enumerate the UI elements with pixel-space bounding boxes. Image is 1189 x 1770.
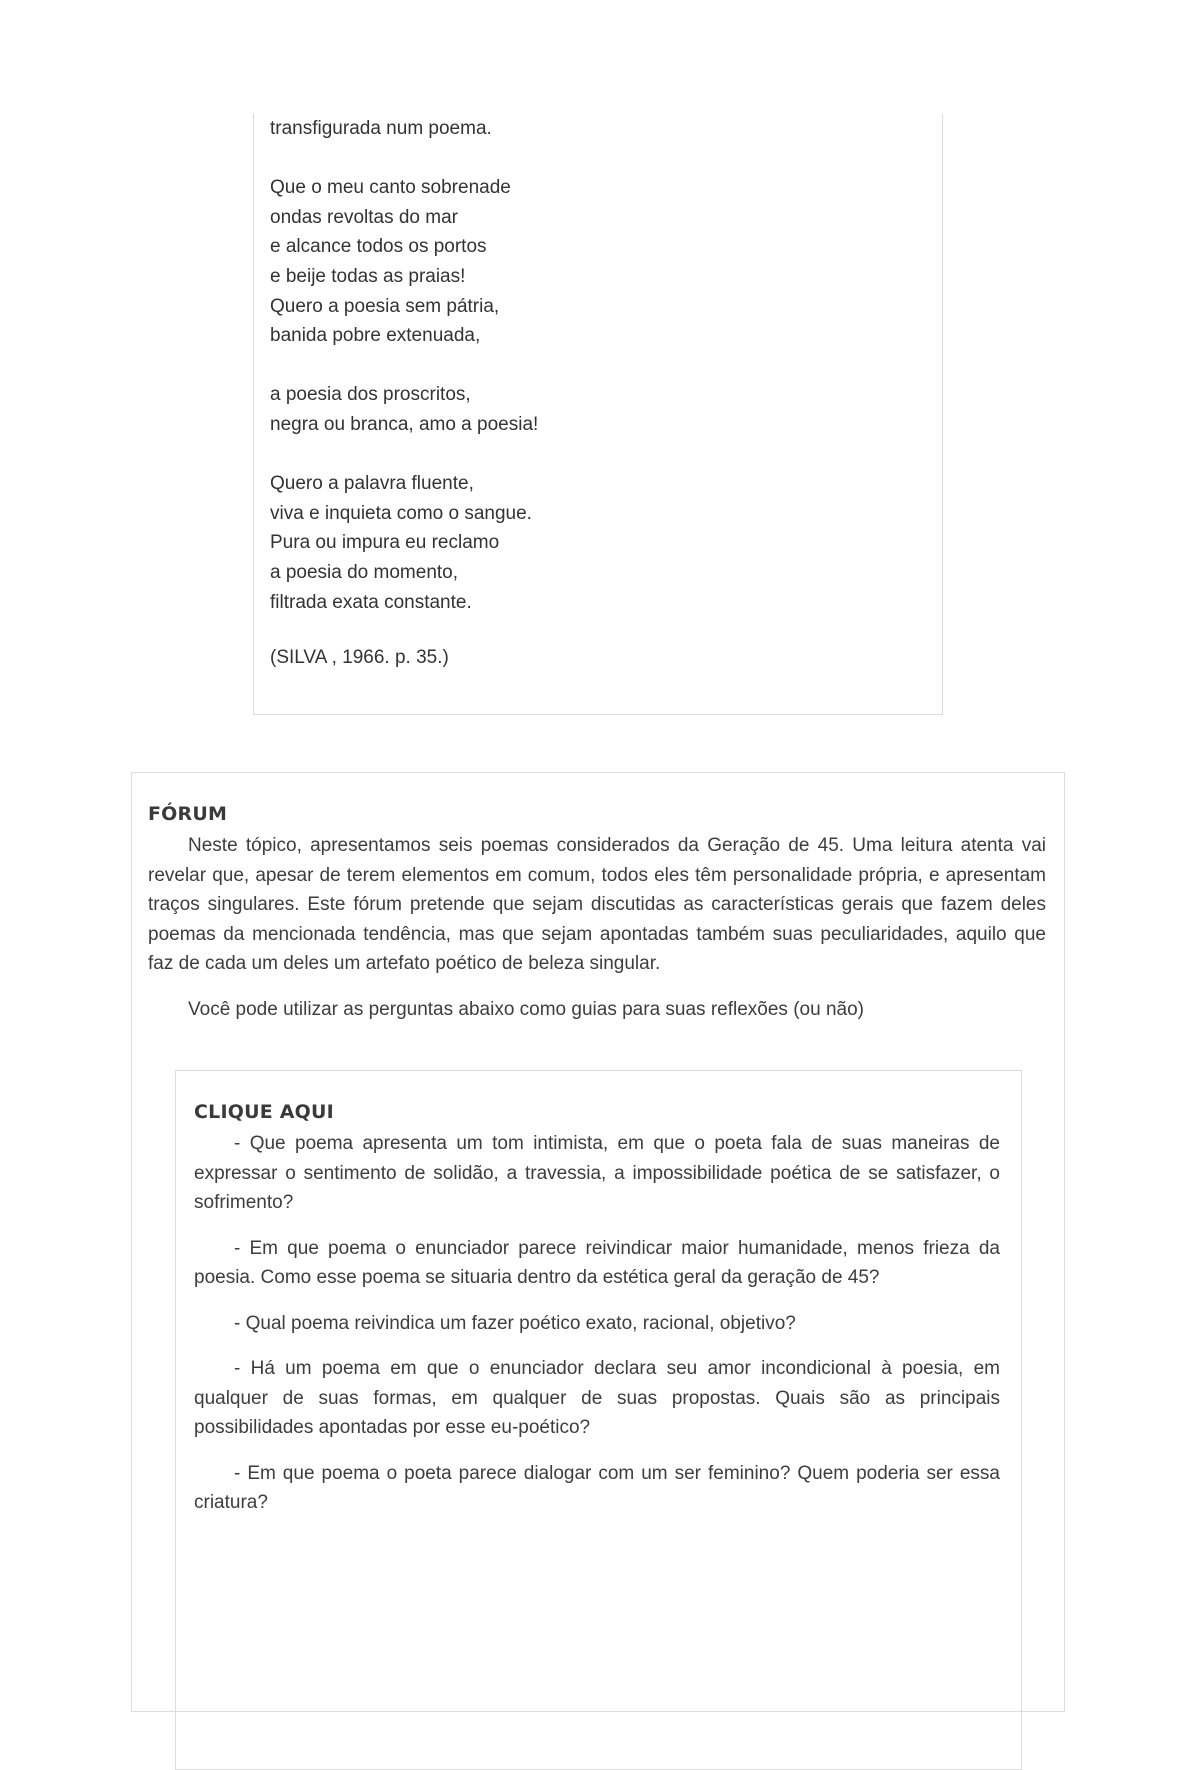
click-here-box[interactable] <box>175 1070 1022 1770</box>
question-item: - Qual poema reivindica um fazer poético exato, racional, objetivo? <box>234 1312 796 1334</box>
poem-line: Pura ou impura eu reclamo <box>270 532 500 554</box>
forum-paragraph: Neste tópico, apresentamos seis poemas considerados da Geração de 45. Uma leitura atenta vai revelar que, apesar de terem elementos em comum, todos eles têm personalidade própria, e apresentam traços singulares. Este fórum pretende que sejam discutidas as características gerais que fazem deles poemas da mencionada tendência, mas que sejam apontadas também suas peculiaridades, aquilo que faz de cada um deles um artefato poético de beleza singular. <box>148 835 1046 974</box>
forum-text <box>148 831 1046 1040</box>
poem-line: Que o meu canto sobrenade <box>270 177 511 199</box>
poem-line <box>270 440 538 470</box>
forum-paragraph: Você pode utilizar as perguntas abaixo como guias para suas reflexões (ou não) <box>188 998 864 1020</box>
poem-line: e alcance todos os portos <box>270 236 487 258</box>
poem-line: ondas revoltas do mar <box>270 206 458 228</box>
poem-line: a poesia do momento, <box>270 561 459 583</box>
poem-line: Quero a poesia sem pátria, <box>270 295 500 317</box>
poem-line: viva e inquieta como o sangue. <box>270 502 532 524</box>
poem-line: filtrada exata constante. <box>270 591 472 613</box>
question-item: - Em que poema o enunciador parece reivindicar maior humanidade, menos frieza da poesia. Como esse poema se situaria dentro da estética geral da geração de 45? <box>194 1237 1000 1288</box>
question-item: - Que poema apresenta um tom intimista, em que o poeta fala de suas maneiras de expressar o sentimento de solidão, a travessia, a impossibilidade poética de se satisfazer, o sofrimento? <box>194 1133 1000 1213</box>
poem-box <box>253 114 943 715</box>
question-item: - Em que poema o poeta parece dialogar com um ser feminino? Quem poderia ser essa criatura? <box>194 1462 1000 1513</box>
poem-line: Quero a palavra fluente, <box>270 473 474 495</box>
poem-reference: (SILVA , 1966. p. 35.) <box>270 647 449 668</box>
poem-line: banida pobre extenuada, <box>270 325 481 347</box>
forum-title: FÓRUM <box>148 803 228 825</box>
poem-line: negra ou branca, amo a poesia! <box>270 413 539 435</box>
poem-line <box>270 351 538 381</box>
poem-line: transfigurada num poema. <box>270 118 492 139</box>
question-list <box>194 1129 1000 1534</box>
poem-line: a poesia dos proscritos, <box>270 384 471 406</box>
poem-line: e beije todas as praias! <box>270 265 466 287</box>
forum-box <box>131 772 1065 1712</box>
question-item: - Há um poema em que o enunciador declara seu amor incondicional à poesia, em qualquer de suas formas, em qualquer de suas propostas. Quais são as principais possibilidades apontadas por esse eu-poético? <box>194 1358 1000 1438</box>
poem-line <box>270 144 538 174</box>
poem-lines <box>270 114 538 617</box>
click-here-title[interactable]: CLIQUE AQUI <box>194 1101 334 1123</box>
